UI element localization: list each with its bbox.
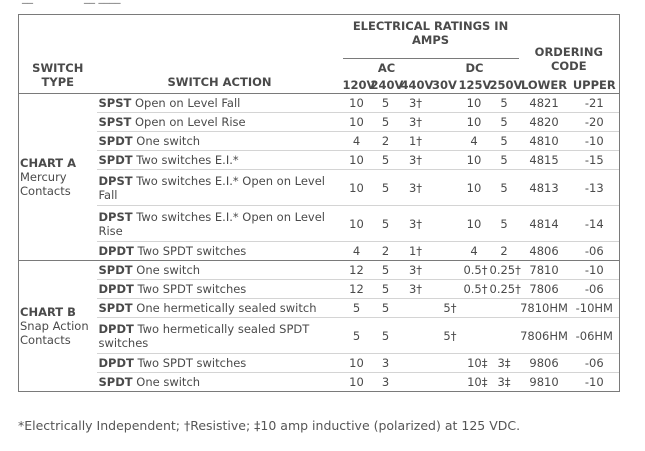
ordering-upper: -15 xyxy=(570,151,620,170)
ordering-upper: -21 xyxy=(570,94,620,113)
ordering-lower: 4813 xyxy=(519,170,570,206)
col-30v: 30V xyxy=(432,77,457,92)
header-row-1 xyxy=(19,15,620,59)
switch-action-text: Two SPDT switches xyxy=(137,244,247,258)
electrical-ratings-line2: AMPS xyxy=(411,33,450,47)
rating-440v xyxy=(401,318,431,354)
switch-action-text: Two switches E.I.* Open on Level Fall xyxy=(98,173,325,202)
switch-action-text: Open on Level Rise xyxy=(135,115,246,129)
ac-header: AC xyxy=(343,59,431,77)
switch-type-code: DPST xyxy=(98,209,133,224)
rating-30v xyxy=(431,261,459,280)
switch-action-text: Open on Level Fall xyxy=(135,96,241,110)
ordering-upper: -20 xyxy=(570,113,620,132)
switch-action-text: Two switches E.I.* xyxy=(136,153,239,167)
rating-250v: 0.25† xyxy=(490,280,519,299)
switch-action-text: Two SPDT switches xyxy=(137,356,247,370)
table-row xyxy=(19,373,620,392)
ordering-lower: 4806 xyxy=(519,242,570,261)
table-row xyxy=(19,94,620,113)
ordering-upper: -10 xyxy=(570,132,620,151)
rating-250v: 5 xyxy=(490,151,519,170)
switch-type-code: SPST xyxy=(98,96,132,110)
rating-240v: 5 xyxy=(371,170,401,206)
dc-header: DC xyxy=(431,59,519,77)
col-240v: 240V xyxy=(370,77,404,92)
rating-240v: 3 xyxy=(371,373,401,392)
footnote: *Electrically Independent; †Resistive; ‡10 amp inductive (polarized) at 125 VDC. xyxy=(18,418,521,433)
switch-type-code: DPST xyxy=(98,173,133,188)
rating-125v: 4 xyxy=(459,242,490,261)
rating-240v: 5 xyxy=(371,280,401,299)
rating-125v xyxy=(459,318,490,354)
rating-30v xyxy=(431,170,459,206)
table-row xyxy=(19,206,620,242)
cropped-fragment-1 xyxy=(22,0,33,4)
chart-b-subtitle-1: Snap Action xyxy=(20,319,89,333)
rating-440v xyxy=(401,354,431,373)
rating-125v: 10 xyxy=(459,113,490,132)
rating-125v xyxy=(459,299,490,318)
rating-30v xyxy=(431,280,459,299)
ordering-lower: 7806HM xyxy=(519,318,570,354)
switch-type-code: DPDT xyxy=(98,244,134,258)
rating-250v: 0.25† xyxy=(489,263,521,277)
rating-125v: 10‡ xyxy=(459,354,490,373)
rating-440v: 3† xyxy=(401,206,431,242)
rating-440v: 1† xyxy=(401,242,431,261)
rating-125v: 0.5† xyxy=(459,280,490,299)
switch-action-text: Two SPDT switches xyxy=(137,282,247,296)
rating-30v xyxy=(431,113,459,132)
rating-120v: 5 xyxy=(343,318,371,354)
rating-125v: 0.5† xyxy=(463,263,488,277)
ordering-upper: -10 xyxy=(570,261,620,280)
col-lower: LOWER xyxy=(519,77,570,94)
rating-240v: 2 xyxy=(371,132,401,151)
rating-440v: 3† xyxy=(401,151,431,170)
cropped-fragment-2 xyxy=(84,0,121,4)
rating-120v: 12 xyxy=(343,280,371,299)
switch-type-code: SPDT xyxy=(98,375,133,389)
col-440v: 440V xyxy=(400,77,434,92)
ordering-upper: -13 xyxy=(570,170,620,206)
rating-440v: 3† xyxy=(408,96,423,110)
switch-type-header-line2: TYPE xyxy=(41,75,74,89)
ordering-upper: -06 xyxy=(570,354,620,373)
ordering-lower: 4820 xyxy=(519,113,570,132)
switch-action-header: SWITCH ACTION xyxy=(97,15,343,94)
table-row xyxy=(19,280,620,299)
switch-type-code: SPDT xyxy=(98,134,133,148)
rating-125v: 10 xyxy=(466,96,482,110)
ordering-code-header xyxy=(519,15,620,77)
switch-type-code: DPDT xyxy=(98,356,134,370)
ordering-lower: 4814 xyxy=(519,206,570,242)
ordering-upper: -06 xyxy=(570,242,620,261)
rating-120v: 10 xyxy=(343,354,371,373)
col-250v: 250V xyxy=(489,77,523,92)
switch-action-text: One switch xyxy=(136,263,201,277)
rating-125v: 10 xyxy=(459,170,490,206)
rating-440v: 1† xyxy=(401,132,431,151)
table-row xyxy=(19,132,620,151)
ordering-lower: 9806 xyxy=(519,354,570,373)
col-upper: UPPER xyxy=(570,77,620,94)
rating-30v: 5† xyxy=(431,318,459,354)
rating-440v xyxy=(401,373,431,392)
rating-240v: 3 xyxy=(371,354,401,373)
rating-240v: 5 xyxy=(371,113,401,132)
rating-120v: 10 xyxy=(343,151,371,170)
table-row xyxy=(19,318,620,354)
table-row xyxy=(19,242,620,261)
table-row xyxy=(19,354,620,373)
rating-125v: 4 xyxy=(459,132,490,151)
ordering-lower: 7806 xyxy=(519,280,570,299)
ordering-upper: -10 xyxy=(570,373,620,392)
rating-30v xyxy=(431,206,459,242)
switch-type-header xyxy=(19,15,97,94)
ordering-lower: 4821 xyxy=(529,96,559,110)
switch-type-code: SPDT xyxy=(98,153,133,167)
rating-120v: 10 xyxy=(343,206,371,242)
chart-b-label xyxy=(19,261,97,392)
table-row xyxy=(19,170,620,206)
rating-250v: 5 xyxy=(490,132,519,151)
chart-b-title: CHART B xyxy=(20,305,76,319)
rating-250v: 5 xyxy=(490,206,519,242)
rating-240v: 2 xyxy=(371,242,401,261)
rating-120v: 10 xyxy=(343,170,371,206)
rating-250v: 5 xyxy=(490,170,519,206)
rating-125v: 10‡ xyxy=(459,373,490,392)
ordering-code-line1: ORDERING xyxy=(534,44,603,59)
col-120v: 120V xyxy=(342,77,376,92)
top-cropped-text xyxy=(0,0,645,8)
rating-250v: 5 xyxy=(500,96,508,110)
ordering-lower: 9810 xyxy=(519,373,570,392)
ordering-upper: -06HM xyxy=(570,318,620,354)
table-row xyxy=(19,113,620,132)
rating-250v: 2 xyxy=(490,242,519,261)
switch-type-code: DPDT xyxy=(98,321,134,336)
rating-240v: 5 xyxy=(381,96,390,110)
rating-440v xyxy=(401,299,431,318)
switch-type-code: SPST xyxy=(98,115,132,129)
ordering-lower: 7810 xyxy=(529,263,559,277)
electrical-ratings-line1: ELECTRICAL RATINGS IN xyxy=(352,19,509,33)
chart-a-title: CHART A xyxy=(20,156,77,170)
rating-30v xyxy=(431,354,459,373)
table-row xyxy=(19,151,620,170)
table-row xyxy=(19,261,620,280)
rating-120v: 4 xyxy=(343,132,371,151)
chart-a-label xyxy=(19,94,97,261)
rating-30v xyxy=(431,151,459,170)
ordering-lower: 7810HM xyxy=(519,299,570,318)
rating-125v: 10 xyxy=(459,206,490,242)
ordering-code-line2: CODE xyxy=(550,58,587,73)
rating-440v: 3† xyxy=(401,170,431,206)
rating-240v: 5 xyxy=(381,263,390,277)
rating-440v: 3† xyxy=(401,113,431,132)
chart-b-subtitle-2: Contacts xyxy=(20,333,71,347)
rating-250v: 5 xyxy=(490,113,519,132)
switch-type-code: SPDT xyxy=(98,263,133,277)
rating-30v xyxy=(431,242,459,261)
rating-250v xyxy=(490,318,519,354)
rating-240v: 5 xyxy=(371,318,401,354)
rating-120v: 4 xyxy=(343,242,371,261)
ordering-upper: -14 xyxy=(570,206,620,242)
rating-120v: 10 xyxy=(343,373,371,392)
col-125v: 125V xyxy=(458,77,492,92)
rating-440v: 3† xyxy=(408,263,423,277)
rating-250v: 3‡ xyxy=(490,354,519,373)
rating-30v xyxy=(431,373,459,392)
switch-action-text: Two switches E.I.* Open on Level Rise xyxy=(98,209,325,238)
rating-240v: 5 xyxy=(371,299,401,318)
chart-a-subtitle-2: Contacts xyxy=(20,184,71,198)
rating-240v: 5 xyxy=(371,151,401,170)
rating-240v: 5 xyxy=(371,206,401,242)
rating-440v: 3† xyxy=(401,280,431,299)
rating-125v: 10 xyxy=(459,151,490,170)
switch-action-text: Two hermetically sealed SPDT switches xyxy=(98,321,310,350)
ordering-upper: -10HM xyxy=(570,299,620,318)
switch-action-text: One hermetically sealed switch xyxy=(136,301,317,315)
switch-action-text: One switch xyxy=(136,375,201,389)
table-row xyxy=(19,299,620,318)
rating-30v xyxy=(431,132,459,151)
switch-specs-table xyxy=(18,14,620,392)
switch-type-header-line1: SWITCH xyxy=(32,61,84,75)
switch-type-code: DPDT xyxy=(98,282,134,296)
ordering-upper: -06 xyxy=(570,280,620,299)
rating-120v: 5 xyxy=(343,299,371,318)
switch-action-text: One switch xyxy=(136,134,201,148)
rating-120v: 10 xyxy=(349,96,364,110)
rating-30v xyxy=(431,94,459,113)
switch-type-code: SPDT xyxy=(98,301,133,315)
chart-a-subtitle-1: Mercury xyxy=(20,170,67,184)
rating-120v: 10 xyxy=(343,113,371,132)
rating-120v: 12 xyxy=(349,263,364,277)
electrical-ratings-header xyxy=(343,15,519,59)
ordering-lower: 4815 xyxy=(519,151,570,170)
rating-30v: 5† xyxy=(431,299,459,318)
ordering-lower: 4810 xyxy=(519,132,570,151)
rating-250v xyxy=(490,299,519,318)
rating-250v: 3‡ xyxy=(490,373,519,392)
